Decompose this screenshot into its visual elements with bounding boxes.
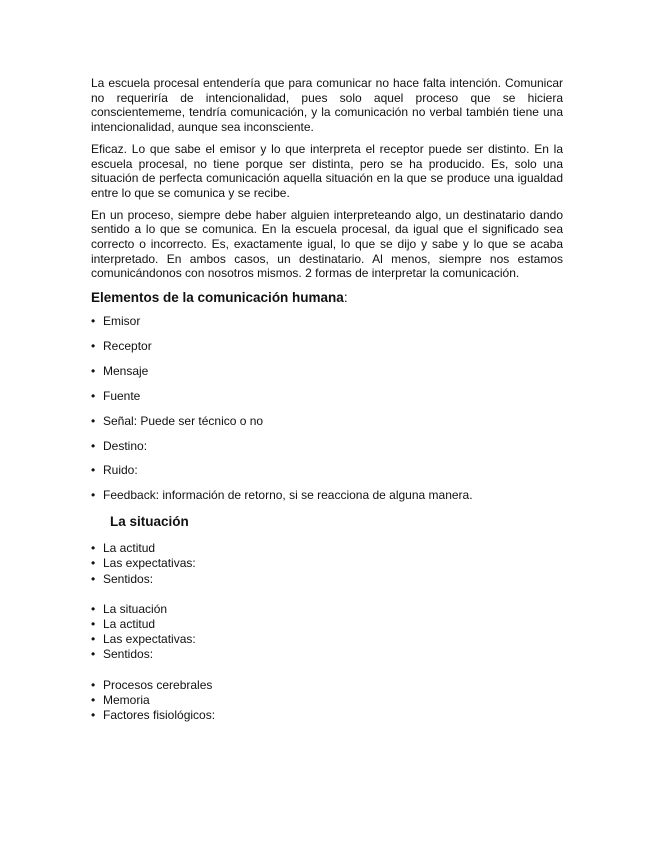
list-item: • Las expectativas: bbox=[91, 556, 563, 571]
list-item: • Señal: Puede ser técnico o no bbox=[91, 414, 563, 429]
elements-heading-colon: : bbox=[343, 290, 348, 306]
elements-list bbox=[91, 314, 563, 503]
paragraph-escuela-procesal: La escuela procesal entendería que para comunicar no hace falta intención. Comunicar no requeriría de intencionalidad, pues solo aquel proceso que se hiciera conscientememe, tendría comunicación, y la comunicación no verbal también tiene una intencionalidad, aunque sea inconsciente. bbox=[91, 76, 563, 135]
list-item: • Procesos cerebrales bbox=[91, 678, 563, 693]
list-item: • Destino: bbox=[91, 439, 563, 454]
list-item: • Feedback: información de retorno, si se reacciona de alguna manera. bbox=[91, 488, 563, 503]
list-spacer bbox=[91, 587, 563, 602]
paragraph-eficaz: Eficaz. Lo que sabe el emisor y lo que interpreta el receptor puede ser distinto. En la escuela procesal, no tiene porque ser distinta, pero se ha producido. Es, solo una situación de perfecta comunicación aquella situación en la que se produce una igualdad entre lo que se comunica y se recibe. bbox=[91, 141, 563, 200]
list-item: • La actitud bbox=[91, 541, 563, 556]
situacion-list-b bbox=[91, 602, 563, 662]
document-page bbox=[91, 76, 563, 723]
situacion-heading: La situación bbox=[110, 514, 189, 530]
elements-heading bbox=[91, 289, 563, 306]
list-item: • La actitud bbox=[91, 617, 563, 632]
list-item: • Sentidos: bbox=[91, 647, 563, 662]
list-item: • La situación bbox=[91, 602, 563, 617]
list-item: • Ruido: bbox=[91, 463, 563, 478]
list-spacer bbox=[91, 663, 563, 678]
list-item: • Mensaje bbox=[91, 364, 563, 379]
list-item: • Receptor bbox=[91, 339, 563, 354]
list-item: • Memoria bbox=[91, 693, 563, 708]
situacion-list-a bbox=[91, 541, 563, 586]
list-item: • Las expectativas: bbox=[91, 632, 563, 647]
list-item: • Sentidos: bbox=[91, 572, 563, 587]
situacion-list-c bbox=[91, 678, 563, 723]
list-item: • Emisor bbox=[91, 314, 563, 329]
paragraph-proceso: En un proceso, siempre debe haber alguien interpreteando algo, un destinatario dando sentido a lo que se comunica. En la escuela procesal, da igual que el significado sea correcto o incorrecto. Es, exactamente igual, lo que se dijo y sabe y lo que se acaba interpretado. En ambos casos, un destinatario. Al menos, siempre nos estamos comunicándonos con nosotros mismos. 2 formas de interpretar la comunicación. bbox=[91, 207, 563, 281]
elements-heading-text: Elementos de la comunicación humana bbox=[91, 290, 344, 306]
list-item: • Fuente bbox=[91, 389, 563, 404]
list-item: • Factores fisiológicos: bbox=[91, 708, 563, 723]
